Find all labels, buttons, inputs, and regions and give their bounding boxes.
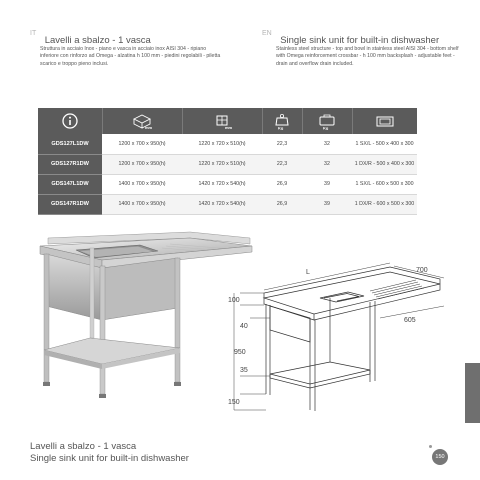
page-number: 150 bbox=[432, 449, 448, 465]
product-code: GDS147R1DW bbox=[38, 194, 102, 214]
weight-unit: Kg bbox=[278, 125, 284, 130]
bowl-cell: 1 DX/R - 500 x 400 x 300 bbox=[352, 154, 417, 174]
gross-weight-icon bbox=[302, 108, 352, 134]
info-icon bbox=[38, 108, 102, 134]
description-it: Struttura in acciaio Inox - piano e vasca in acciaio inox AISI 304 - ripiano inferiore con rinforzo ad Omega - alzatina h 100 mm - piedini regolabili - piletta scarico e troppo pieno inclusi. bbox=[40, 46, 221, 67]
weight2-unit: Kg bbox=[323, 125, 329, 130]
package-cell: 1220 x 720 x 510(h) bbox=[182, 134, 262, 154]
dim-35: 35 bbox=[240, 367, 248, 374]
net-weight-cell: 26,9 bbox=[262, 174, 302, 194]
package-icon bbox=[182, 108, 262, 134]
package-cell: 1420 x 720 x 540(h) bbox=[182, 174, 262, 194]
table-row bbox=[38, 134, 417, 154]
product-code: GDS127L1DW bbox=[38, 134, 102, 154]
page-dot bbox=[429, 445, 432, 448]
title-it: Lavelli a sbalzo - 1 vasca bbox=[44, 35, 151, 46]
dimensions-cell: 1400 x 700 x 950(h) bbox=[102, 194, 182, 214]
lang-tag-it: IT bbox=[30, 30, 37, 37]
table-row bbox=[38, 154, 417, 174]
gross-weight-cell: 32 bbox=[302, 154, 352, 174]
footer-title-en: Single sink unit for built-in dishwasher bbox=[30, 453, 189, 464]
table-row bbox=[38, 174, 417, 194]
net-weight-icon bbox=[262, 108, 302, 134]
dim-700: 700 bbox=[416, 267, 428, 274]
dim-150: 150 bbox=[228, 399, 240, 406]
bowl-cell: 1 SX/L - 500 x 400 x 300 bbox=[352, 134, 417, 154]
net-weight-cell: 22,3 bbox=[262, 134, 302, 154]
package-cell: 1420 x 720 x 540(h) bbox=[182, 194, 262, 214]
title-en: Single sink unit for built-in dishwasher bbox=[280, 35, 440, 46]
dim-950: 950 bbox=[234, 349, 246, 356]
description-en: Stainless steel structure - top and bowl in stainless steel AISI 304 - bottom shelf with Omega reinforcement crossbar - h 100 mm backsplash - adjustable feet - drain and overflow drain included. bbox=[276, 46, 459, 67]
sink-bowl-icon bbox=[352, 108, 417, 134]
gross-weight-cell: 39 bbox=[302, 174, 352, 194]
dim-40: 40 bbox=[240, 323, 248, 330]
technical-drawing bbox=[220, 250, 452, 426]
section-side-tab bbox=[465, 363, 480, 423]
dimensions-cell: 1200 x 700 x 950(h) bbox=[102, 134, 182, 154]
product-code: GDS127R1DW bbox=[38, 154, 102, 174]
lang-tag-en: EN bbox=[262, 30, 272, 37]
dim-100: 100 bbox=[228, 297, 240, 304]
net-weight-cell: 26,9 bbox=[262, 194, 302, 214]
dimensions-cell: 1400 x 700 x 950(h) bbox=[102, 174, 182, 194]
package-cell: 1220 x 720 x 510(h) bbox=[182, 154, 262, 174]
dimensions-icon bbox=[102, 108, 182, 134]
dim-605: 605 bbox=[404, 317, 416, 324]
footer-title-it: Lavelli a sbalzo - 1 vasca bbox=[30, 441, 137, 452]
dimensions-cell: 1200 x 700 x 950(h) bbox=[102, 154, 182, 174]
spec-table bbox=[38, 108, 417, 215]
bowl-cell: 1 SX/L - 600 x 500 x 300 bbox=[352, 174, 417, 194]
pack-unit: mm bbox=[225, 125, 233, 130]
dim-L: L bbox=[306, 269, 310, 276]
net-weight-cell: 22,3 bbox=[262, 154, 302, 174]
dim-unit: mm bbox=[145, 125, 153, 130]
bowl-cell: 1 DX/R - 600 x 500 x 300 bbox=[352, 194, 417, 214]
gross-weight-cell: 39 bbox=[302, 194, 352, 214]
spec-header-row bbox=[38, 108, 417, 134]
gross-weight-cell: 32 bbox=[302, 134, 352, 154]
product-code: GDS147L1DW bbox=[38, 174, 102, 194]
